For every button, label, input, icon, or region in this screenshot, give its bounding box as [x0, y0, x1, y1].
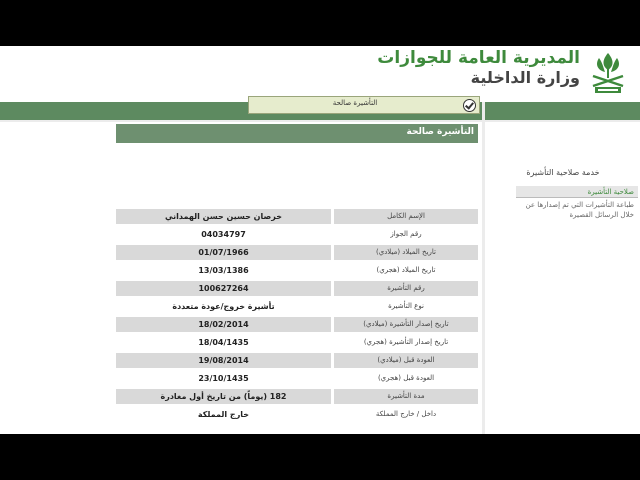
row-value: 182 (يوماً) من تاريخ أول مغادرة — [116, 389, 331, 404]
row-value: خرصان حسين حسن الهمداني — [116, 209, 331, 224]
table-row — [116, 335, 478, 350]
table-row — [116, 227, 478, 242]
row-value: 04034797 — [201, 230, 246, 239]
header — [0, 46, 640, 102]
row-label: العودة قبل (ميلادي) — [334, 353, 478, 368]
row-value: خارج المملكة — [197, 410, 250, 419]
sidebar-item-print-visas[interactable]: طباعة التأشيرات التي تم إصدارها عن خلال الرسائل القصيرة — [525, 201, 634, 219]
row-label: رقم الجواز — [390, 230, 422, 238]
row-label: تاريخ إصدار التأشيرة (ميلادي) — [334, 317, 478, 332]
table-row — [116, 263, 478, 278]
row-label: نوع التأشيرة — [388, 302, 424, 310]
ministry-title: المديرية العامة للجوازات — [377, 48, 580, 68]
row-value: 18/04/1435 — [198, 338, 249, 347]
section-title: التأشيرة صالحة — [406, 127, 474, 137]
row-value: 18/02/2014 — [116, 317, 331, 332]
row-label: تاريخ الميلاد (هجري) — [376, 266, 436, 274]
status-text: التأشيرة صالحة — [332, 99, 378, 107]
row-label: الإسم الكامل — [334, 209, 478, 224]
table-row — [116, 245, 478, 260]
check-circle-icon — [463, 99, 476, 112]
row-value: 23/10/1435 — [198, 374, 249, 383]
row-label: تاريخ الميلاد (ميلادي) — [334, 245, 478, 260]
side-header-bar — [485, 102, 640, 120]
row-label: العودة قبل (هجري) — [377, 374, 435, 382]
row-value: 19/08/2014 — [116, 353, 331, 368]
table-row — [116, 389, 478, 404]
row-value: تأشيرة خروج/عودة متعددة — [172, 302, 275, 311]
row-value: 13/03/1386 — [198, 266, 249, 275]
row-label: داخل / خارج المملكة — [375, 410, 437, 418]
row-label: مدة التأشيرة — [334, 389, 478, 404]
row-value: 100627264 — [116, 281, 331, 296]
status-banner — [248, 96, 480, 114]
table-row — [116, 209, 478, 224]
section-header — [116, 124, 478, 143]
table-row — [116, 317, 478, 332]
saudi-emblem-icon — [585, 50, 631, 96]
table-row — [116, 371, 478, 386]
table-row — [116, 407, 478, 422]
row-label: تاريخ إصدار التأشيرة (هجري) — [363, 338, 449, 346]
table-row — [116, 353, 478, 368]
sidebar-item-visa-validity[interactable]: صلاحية التأشيرة — [516, 186, 638, 198]
table-row — [116, 281, 478, 296]
row-label: رقم التأشيرة — [334, 281, 478, 296]
table-row — [116, 299, 478, 314]
content-area — [0, 122, 482, 434]
ministry-subtitle: وزارة الداخلية — [470, 68, 580, 87]
row-value: 01/07/1966 — [116, 245, 331, 260]
sidebar-title: خدمة صلاحية التأشيرة — [526, 168, 600, 177]
